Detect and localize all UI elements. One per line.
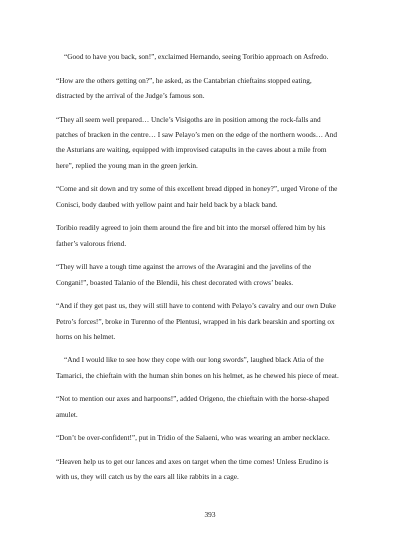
text-line: father’s valorous friend. [56,238,127,248]
text-line: the Asturians are waiting, equipped with improvised catapults in the caves about a mile from [56,145,327,155]
text-line: “And I would like to see how they cope with our long swords”, laughed black Atia of the [64,355,324,365]
paragraph-11 [56,454,376,485]
text-line: “And if they get past us, they will still have to contend with Pelayo’s cavalry and our own Duke [56,301,336,311]
page-body [56,49,376,493]
text-line: amulet. [56,409,78,419]
text-line: “Not to mention our axes and harpoons!”, added Origeno, the chieftain with the horse-shaped [56,394,329,404]
text-line: Toribio readily agreed to join them around the fire and bit into the morsel offered him by his [56,223,326,233]
paragraph-9 [56,391,376,422]
paragraph-6 [56,259,376,290]
page-number: 393 [204,510,216,519]
text-line: horns on his helmet. [56,331,116,341]
paragraph-2 [56,73,376,104]
text-line: Tamarici, the chieftain with the human shin bones on his helmet, as he chewed his piece of meat. [56,370,339,380]
text-line: Congani!”, boasted Talanio of the Blendii, his chest decorated with crows’ beaks. [56,277,294,287]
paragraph-10 [56,430,376,445]
text-line: distracted by the arrival of the Judge’s famous son. [56,90,205,100]
text-line: “How are the others getting on?”, he asked, as the Cantabrian chieftains stopped eating, [56,75,312,85]
text-line: “Heaven help us to get our lances and axes on target when the time comes! Unless Erudino is [56,457,329,467]
text-line: here”, replied the young man in the green jerkin. [56,160,198,170]
text-line: “Don’t be over-confident!”, put in Tridio of the Salaeni, who was wearing an amber necklace. [56,433,330,443]
text-line: Petro’s forces!”, broke in Turenno of the Plentusi, wrapped in his dark bearskin and sporting ox [56,316,335,326]
paragraph-1 [56,49,376,64]
text-line: “Good to have you back, son!”, exclaimed Hernando, seeing Toribio approach on Asfredo. [64,52,329,61]
text-line: “They all seem well prepared… Uncle’s Visigoths are in position among the rock-falls and [56,114,321,124]
text-line: “Come and sit down and try some of this excellent bread dipped in honey?”, urged Virone of the [56,184,338,194]
paragraph-5 [56,220,376,251]
text-line: with us, they will catch us by the ears all like rabbits in a cage. [56,472,239,482]
text-line: “They will have a tough time against the arrows of the Avaragini and the javelins of the [56,262,312,272]
paragraph-7 [56,298,376,344]
paragraph-8 [56,352,376,383]
paragraph-3 [56,112,376,173]
text-line: patches of bracken in the centre… I saw Pelayo’s men on the edge of the northern woods… And [56,129,338,139]
paragraph-4 [56,181,376,212]
text-line: Conisci, body daubed with yellow paint and hair held back by a black band. [56,199,278,209]
